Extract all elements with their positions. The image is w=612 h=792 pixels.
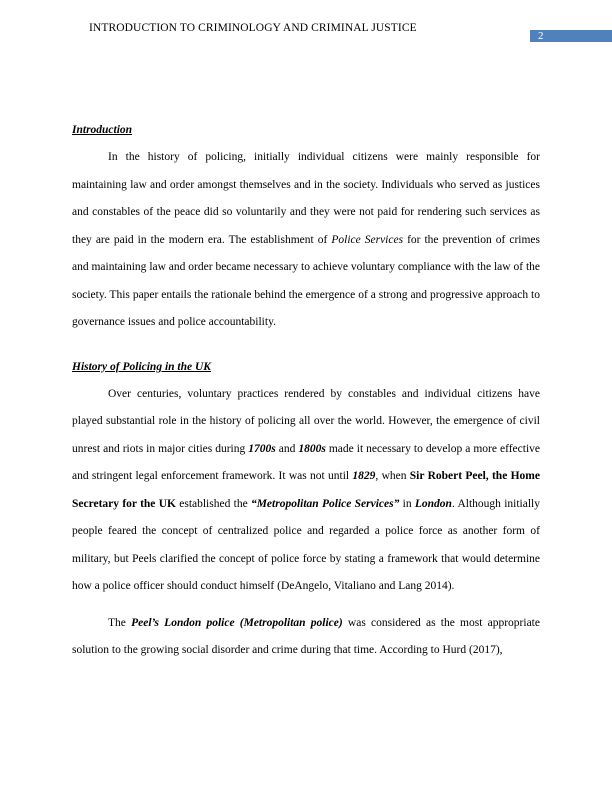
text-run: 1700s bbox=[248, 442, 276, 455]
page-number-badge: 2 bbox=[530, 30, 612, 42]
paragraph-history-1 bbox=[72, 381, 540, 601]
text-run: The bbox=[108, 616, 132, 629]
running-header-title: INTRODUCTION TO CRIMINOLOGY AND CRIMINAL JUSTICE bbox=[89, 22, 417, 34]
text-run: . Although initially people feared the concept of centralized police and regarded a police force as another form of military, but Peels clarified the concept of police force by stating a framework that would determine how a police officer should conduct himself (DeAngelo, Vitaliano and Lang 2014). bbox=[72, 497, 540, 592]
text-run: Over centuries, voluntary practices rendered by constables and individual citizens have played substantial role in the history of policing all over the world. However, the emergence of civil unrest and riots in major cities during bbox=[72, 387, 540, 455]
document-body bbox=[72, 122, 540, 665]
text-run: and bbox=[275, 442, 299, 455]
text-run: “Metropolitan Police Services” bbox=[250, 497, 400, 510]
text-run: was considered as the most appropriate solution to the growing social disorder and crime during that time. According to Hurd (2017), bbox=[72, 616, 540, 656]
text-run: London bbox=[414, 497, 452, 510]
text-run: 1829 bbox=[352, 470, 376, 482]
text-run: Police Services bbox=[331, 233, 404, 246]
paragraph-introduction bbox=[72, 144, 540, 337]
text-run: Peel’s London police (Metropolitan police) bbox=[131, 616, 343, 629]
text-run: in bbox=[399, 497, 415, 510]
text-run: for the prevention of crimes and maintaining law and order became necessary to achieve voluntary compliance with the law of the society. This paper entails the rationale behind the emergence of a strong and progressive approach to governance issues and police accountability. bbox=[72, 233, 540, 328]
section-heading-history: History of Policing in the UK bbox=[72, 360, 211, 373]
text-run: made it necessary to develop a more effective and stringent legal enforcement framework. It was not until bbox=[72, 442, 540, 482]
section-heading-introduction: Introduction bbox=[72, 124, 133, 136]
text-run: established the bbox=[175, 497, 251, 510]
text-run: In the history of policing, initially individual citizens were mainly responsible for maintaining law and order amongst themselves and in the society. Individuals who served as justices and constables of the peace did so voluntarily and they were not paid for rendering such services as they are paid in the modern era. The establishment of bbox=[72, 151, 540, 246]
text-run: , when bbox=[375, 470, 410, 482]
text-run: 1800s bbox=[298, 442, 326, 455]
text-run: Sir Robert Peel, the Home Secretary for the UK bbox=[72, 470, 540, 510]
paragraph-history-2 bbox=[72, 610, 540, 665]
